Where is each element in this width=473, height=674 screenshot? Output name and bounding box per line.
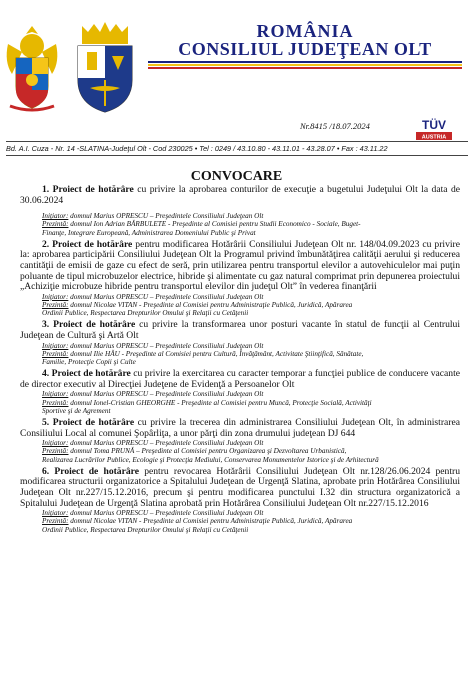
presenter-label: Prezintă:	[42, 220, 69, 229]
presenter-label: Prezintă:	[42, 300, 69, 309]
item-number: 3.	[42, 319, 54, 331]
item-text: pentru revocarea Hotărârii Consiliului Judeţean Olt nr.128/26.06.2024 pentru modificarea structurii organizatorice a Spitalului Judeţean de Urgenţă Slatina, aprobate prin Hotărârea Consiliului Judeţean Olt nr.227/15.12.2016, precum şi pentru modificarea punctului I.32 din structura organizatorică a Spitalului Judeţean de Urgenţă Slatina aprobată prin Hotărârea Consiliului Judeţean Olt nr.227/15.12.2016	[20, 465, 461, 509]
item-text: cu privire la trecerea din administrarea Consiliului Judeţean Olt, în administrarea Consiliului Local al comunei Şopârliţa, a unor părţi din zona drumului judeţean DJ 644	[20, 416, 460, 439]
olt-county-crest-icon	[72, 22, 138, 114]
item-number: 6.	[42, 465, 55, 477]
divider-red	[148, 67, 462, 69]
item-type: Proiect de hotărâre	[52, 238, 133, 250]
council-title: CONSILIUL JUDEŢEAN OLT	[178, 39, 432, 59]
initiator: domnul Marius OPRESCU – Preşedintele Consiliului Judeţean Olt	[68, 212, 264, 221]
presenter-label: Prezintă:	[42, 517, 69, 526]
item-number: 2.	[42, 238, 53, 250]
item-number: 4.	[42, 368, 52, 380]
agenda-item	[20, 240, 460, 318]
item-type: Proiect de hotărâre	[54, 465, 140, 477]
presenter: domnul Nicolae VITAN - Preşedinte al Comisiei pentru Administraţie Publică, Juridică, Apărarea	[68, 517, 353, 526]
agenda-item	[20, 185, 460, 237]
initiator: domnul Marius OPRESCU – Preşedintele Consiliului Judeţean Olt	[68, 341, 264, 350]
item-text: cu privire la exercitarea cu caracter temporar a funcţiei publice de conducere vacante de director executiv al Direcţiei Judeţene de Evidenţă a Persoanelor Olt	[20, 368, 460, 390]
address-bottom-rule	[6, 155, 468, 156]
item-type: Proiect de hotărâre	[53, 319, 136, 331]
country-title: ROMÂNIA	[256, 21, 354, 41]
item-number: 5.	[42, 416, 53, 428]
presenter: domnul Toma PRUNĂ – Preşedinte al Comisiei pentru Organizarea şi Dezvoltarea Urbanistică,	[68, 447, 347, 456]
item-type: Proiect de hotărâre	[52, 416, 135, 428]
item-type: Proiect de hotărâre	[52, 184, 134, 195]
item-text: cu privire la aprobarea conturilor de execuţie a bugetului Judeţului Olt la data de 30.06.2024	[20, 184, 461, 206]
presenter-label: Prezintă:	[42, 398, 69, 407]
initiator-label: Iniţiator:	[42, 212, 69, 221]
presenter-cont: Finanţe, Integrare Europeană, Administrarea Domeniului Public şi Privat	[42, 228, 256, 237]
presenter-cont: Familie, Protecţie Copii şi Culte	[42, 357, 136, 366]
agenda-item	[20, 467, 460, 534]
presenter-cont: Realizarea Lucrărilor Publice, Ecologie şi Protecţia Mediului, Conservarea Monumentelor Istorice şi de Arhitectură	[42, 455, 379, 464]
item-number: 1.	[42, 184, 53, 195]
document-number: Nr.8415 /18.07.2024	[300, 121, 370, 131]
agenda-item	[20, 418, 460, 464]
agenda-item	[20, 369, 460, 415]
tuv-sub: AUSTRIA	[421, 134, 447, 141]
item-type: Proiect de hotărâre	[51, 368, 131, 380]
initiator-label: Iniţiator:	[42, 390, 69, 399]
initiator-label: Iniţiator:	[42, 292, 69, 301]
divider-yellow	[148, 64, 462, 66]
divider-blue	[148, 61, 462, 63]
initiator-label: Iniţiator:	[42, 439, 69, 448]
agenda-list	[20, 185, 460, 537]
item-text: pentru modificarea Hotărârii Consiliului Judeţean Olt nr. 148/04.09.2023 cu privire la: aprobarea participării Consiliului Judeţean Olt la Programul privind îmbunătăţirea calităţii aerului şi reducerea cantităţii de emisii de gaze cu efect de seră, prin utilizarea pentru transportul elevilor a autovehiculelor mai puţin poluante de tipul microbuzelor electrice, hibride şi alimentate cu gaz natural comprimat prin depunerea proiectului „Achiziţie microbuze hibride pentru transportul elevilor din judeţul Olt” în vederea finanţării	[20, 238, 461, 293]
page-title: CONVOCARE	[190, 169, 283, 184]
presenter-label: Prezintă:	[42, 447, 69, 456]
initiator: domnul Marius OPRESCU – Preşedintele Consiliului Judeţean Olt	[68, 390, 264, 399]
letterhead	[0, 0, 473, 118]
item-text: cu privire la transformarea unor posturi vacante în statul de funcţii al Centrului Judeţean de Cultură şi Artă Olt	[20, 319, 461, 341]
initiator: domnul Marius OPRESCU – Preşedintele Consiliului Judeţean Olt	[68, 292, 264, 301]
tuv-brand: TÜV	[422, 118, 446, 132]
presenter-label: Prezintă:	[42, 349, 69, 358]
initiator: domnul Marius OPRESCU – Preşedintele Consiliului Judeţean Olt	[68, 439, 264, 448]
initiator-label: Iniţiator:	[42, 509, 69, 518]
initiator-label: Iniţiator:	[42, 341, 69, 350]
presenter-cont: Ordinii Publice, Respectarea Drepturilor Omului şi Relaţii cu Cetăţenii	[42, 309, 249, 318]
romania-coat-of-arms-icon	[2, 22, 62, 112]
presenter: domnul Ionel-Cristian GHEORGHE - Preşedinte al Comisiei pentru Muncă, Protecţie Socială, Activităţi	[68, 398, 372, 407]
presenter: domnul Ion Adrian BĂRBULETE - Preşedinte al Comisiei pentru Studii Economico - Sociale, Buget-	[68, 220, 361, 229]
presenter-cont: Sportive şi de Agrement	[42, 406, 111, 415]
presenter: domnul Nicolae VITAN - Preşedinte al Comisiei pentru Administraţie Publică, Juridică, Apărarea	[68, 300, 353, 309]
initiator: domnul Marius OPRESCU – Preşedintele Consiliului Judeţean Olt	[68, 509, 264, 518]
contact-address: Bd. A.I. Cuza - Nr. 14 -SLATINA-Judeţul Olt - Cod 230025 • Tel : 0249 / 43.10.80 - 43.11.01 - 43.28.07 • Fax : 43.11.22	[6, 144, 388, 153]
presenter: domnul Ilie HĂU - Preşedinte al Comisiei pentru Cultură, Învăţământ, Activitate Ştiinţifică, Sănătate,	[68, 349, 364, 358]
presenter-cont: Ordinii Publice, Respectarea Drepturilor Omului şi Relaţii cu Cetăţenii	[42, 525, 249, 534]
address-top-rule	[6, 141, 468, 142]
agenda-item	[20, 320, 460, 366]
